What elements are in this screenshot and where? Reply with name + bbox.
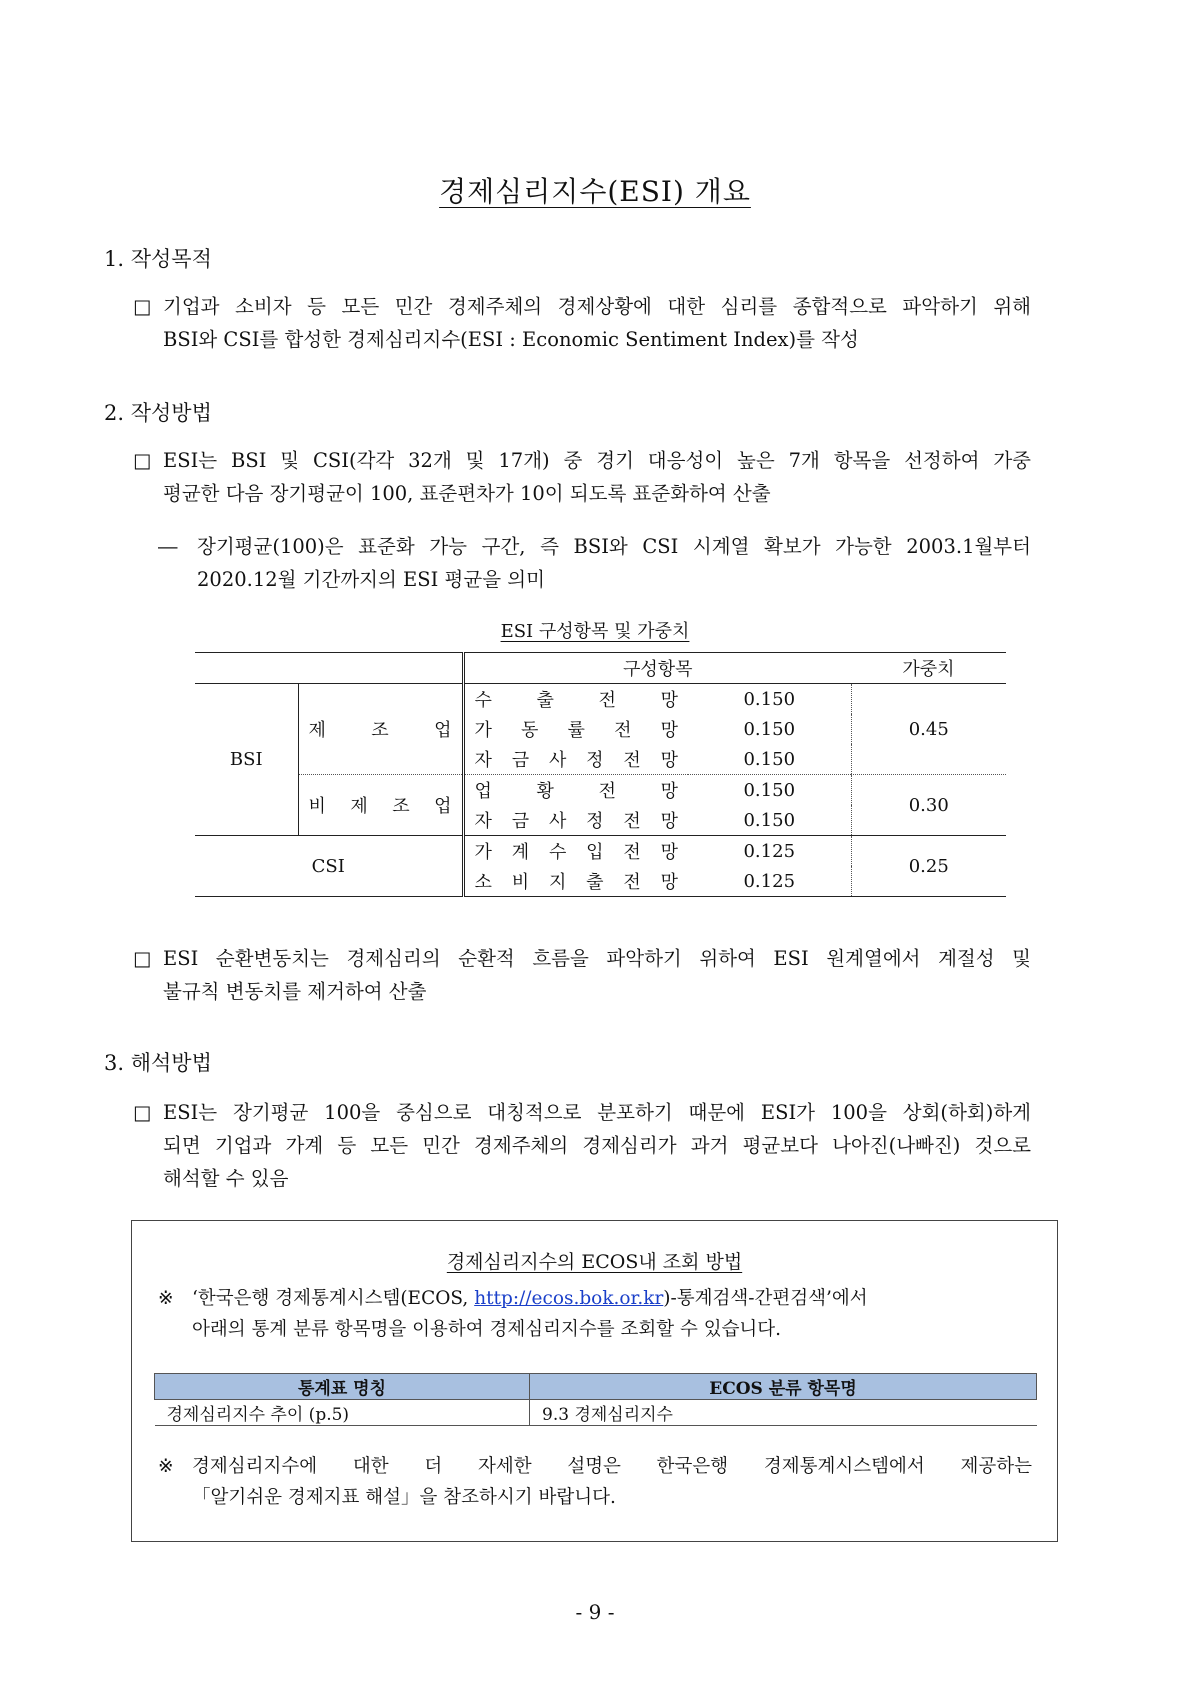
- note1-suffix: )-통계검색-간편검색’에서: [663, 1288, 868, 1309]
- interpret-line-3: 해석할 수 있음: [163, 1167, 289, 1190]
- non-manufacturing-label: 비 제 조 업: [298, 775, 463, 836]
- table-row-weight: 0.150: [688, 684, 851, 715]
- interpret-paragraph: [133, 1096, 1031, 1195]
- checkbox-bullet: □: [133, 295, 152, 318]
- table-row-weight: 0.150: [688, 714, 851, 744]
- ecos-note-1: [192, 1283, 1032, 1345]
- table-row-item: 수 출 전 망: [474, 690, 678, 711]
- ecos-cell-table-name: 경제심리지수 추이 (p.5): [155, 1400, 530, 1426]
- ecos-cell-item-name: 9.3 경제심리지수: [530, 1400, 1037, 1426]
- method-subnote-line-2: 2020.12월 기간까지의 ESI 평균을 의미: [197, 568, 545, 591]
- interpret-line-2: 되면 기업과 가계 등 모든 민간 경제주체의 경제심리가 과거 평균보다 나아진(나빠진) 것으로: [163, 1134, 1031, 1157]
- dash-bullet: ―: [158, 535, 178, 558]
- checkbox-bullet: □: [133, 1101, 152, 1124]
- ecos-info-box: [131, 1220, 1058, 1542]
- note2-line-2: 「알기쉬운 경제지표 해설」을 참조하시기 바랍니다.: [192, 1487, 616, 1508]
- note1-prefix: ‘한국은행 경제통계시스템(ECOS,: [192, 1288, 469, 1309]
- table-row-weight: 0.125: [688, 866, 851, 897]
- section-heading-interpretation: 3. 해석방법: [104, 1051, 212, 1075]
- header-weight: 가중치: [851, 653, 1006, 684]
- page-title: 경제심리지수(ESI) 개요: [439, 175, 751, 208]
- table-row-item: 자 금 사 정 전 망: [474, 811, 678, 832]
- table-caption: ESI 구성항목 및 가중치: [500, 621, 690, 642]
- checkbox-bullet: □: [133, 947, 152, 970]
- section-heading-purpose: 1. 작성목적: [104, 247, 212, 271]
- csi-label: CSI: [195, 836, 463, 897]
- manufacturing-label: 제 조 업: [298, 684, 463, 775]
- method-line-2: 평균한 다음 장기평균이 100, 표준편차가 10이 되도록 표준화하여 산출: [163, 482, 771, 505]
- table-row-item: 가 계 수 입 전 망: [474, 842, 678, 863]
- page-number: - 9 -: [575, 1600, 615, 1624]
- method-subnote-line-1: 장기평균(100)은 표준화 가능 구간, 즉 BSI와 CSI 시계열 확보가 가능한 2003.1월부터: [197, 535, 1031, 558]
- bsi-label: BSI: [195, 684, 298, 836]
- ecos-note-2: [192, 1451, 1032, 1513]
- table-row-weight: 0.150: [688, 805, 851, 836]
- ecos-lookup-table: [154, 1373, 1037, 1426]
- purpose-paragraph: [133, 290, 1031, 356]
- method-subnote: [197, 530, 1031, 596]
- note1-line-2: 아래의 통계 분류 항목명을 이용하여 경제심리지수를 조회할 수 있습니다.: [192, 1319, 782, 1340]
- table-row-weight: 0.150: [688, 775, 851, 806]
- ecos-header-item-name: ECOS 분류 항목명: [530, 1374, 1037, 1400]
- ecos-link[interactable]: http://ecos.bok.or.kr: [474, 1288, 664, 1309]
- info-box-title: 경제심리지수의 ECOS내 조회 방법: [446, 1251, 743, 1273]
- cycle-line-2: 불규칙 변동치를 제거하여 산출: [163, 980, 427, 1003]
- table-row-item: 소 비 지 출 전 망: [474, 872, 678, 893]
- esi-composition-table: [195, 652, 1006, 897]
- non-manufacturing-group-weight: 0.30: [851, 775, 1006, 836]
- section-heading-method: 2. 작성방법: [104, 401, 212, 425]
- note2-line-1: 경제심리지수에 대한 더 자세한 설명은 한국은행 경제통계시스템에서 제공하는: [192, 1456, 1032, 1477]
- table-row-item: 가 동 률 전 망: [474, 720, 678, 741]
- cycle-line-1: ESI 순환변동치는 경제심리의 순환적 흐름을 파악하기 위하여 ESI 원계열에서 계절성 및: [163, 947, 1031, 970]
- manufacturing-group-weight: 0.45: [851, 684, 1006, 775]
- table-row-weight: 0.125: [688, 836, 851, 867]
- header-items: 구성항목: [463, 653, 851, 684]
- ecos-header-table-name: 통계표 명칭: [155, 1374, 530, 1400]
- table-row-item: 자 금 사 정 전 망: [474, 750, 678, 771]
- interpret-line-1: ESI는 장기평균 100을 중심으로 대칭적으로 분포하기 때문에 ESI가 100을 상회(하회)하게: [163, 1101, 1031, 1124]
- purpose-line-2: BSI와 CSI를 합성한 경제심리지수(ESI : Economic Sentiment Index)를 작성: [163, 328, 859, 351]
- method-line-1: ESI는 BSI 및 CSI(각각 32개 및 17개) 중 경기 대응성이 높은 7개 항목을 선정하여 가중: [163, 449, 1031, 472]
- cycle-paragraph: [133, 942, 1031, 1008]
- note-mark: ※: [158, 1288, 174, 1309]
- method-paragraph: [133, 444, 1031, 510]
- table-row-item: 업 황 전 망: [474, 781, 678, 802]
- note-mark: ※: [158, 1456, 174, 1477]
- purpose-line-1: 기업과 소비자 등 모든 민간 경제주체의 경제상황에 대한 심리를 종합적으로 파악하기 위해: [163, 295, 1031, 318]
- checkbox-bullet: □: [133, 449, 152, 472]
- csi-group-weight: 0.25: [851, 836, 1006, 897]
- table-row-weight: 0.150: [688, 744, 851, 775]
